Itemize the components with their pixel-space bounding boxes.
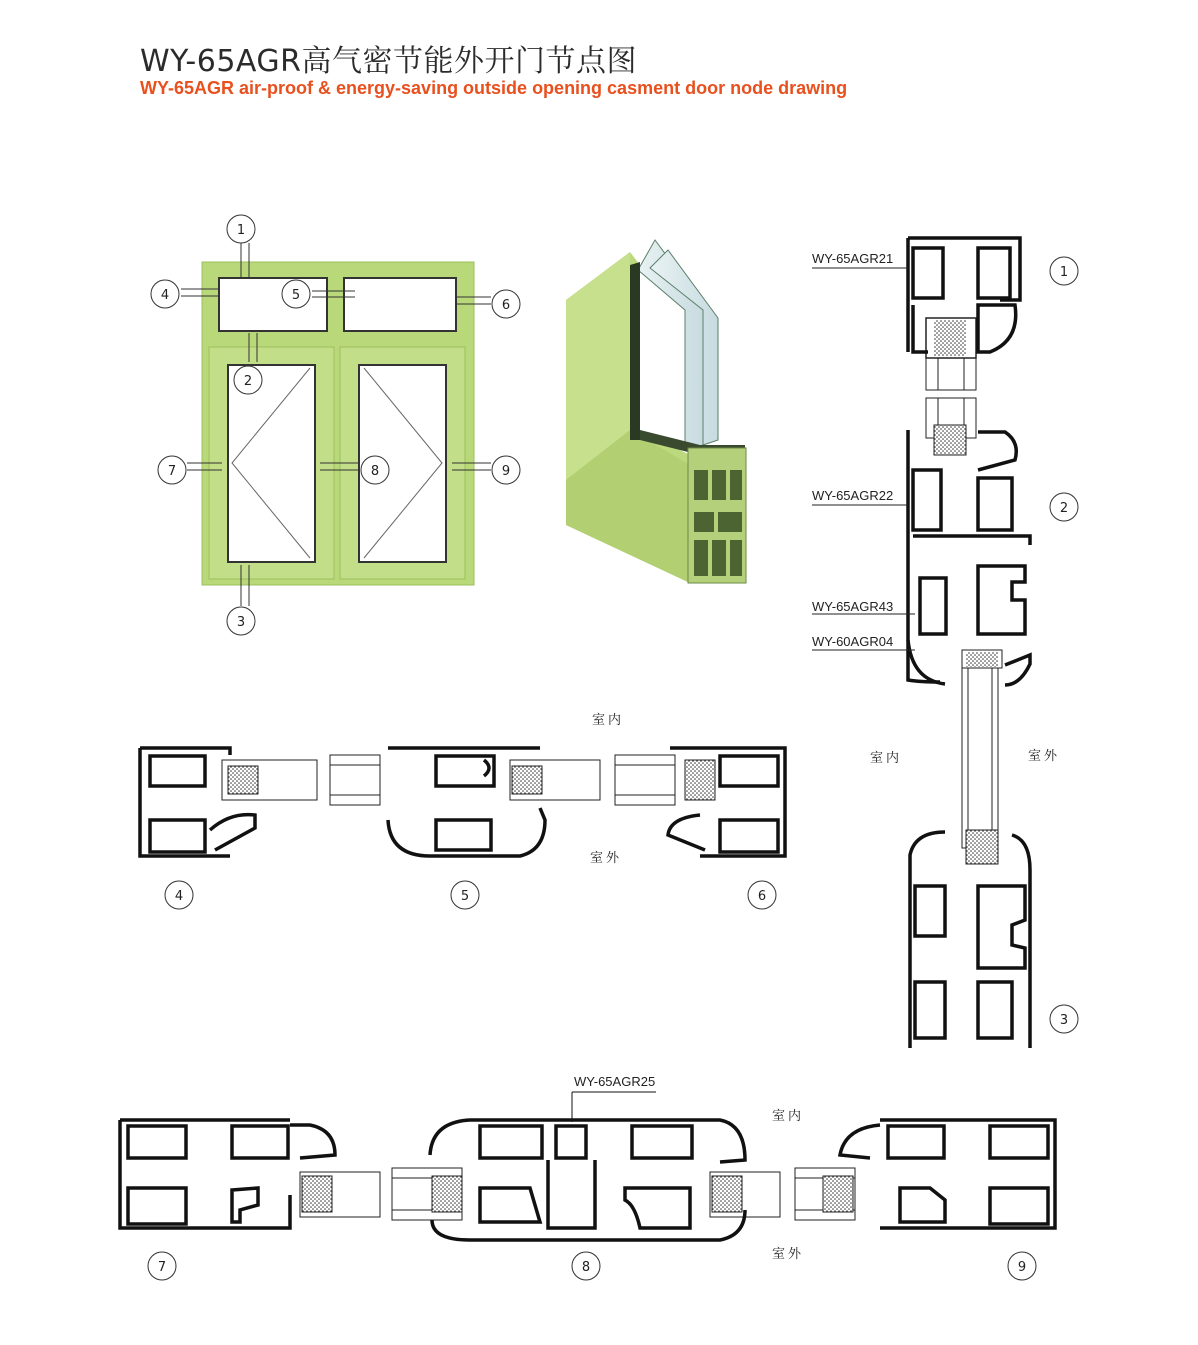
page-subtitle: WY-65AGR air-proof & energy-saving outside opening casment door node drawing bbox=[140, 78, 848, 98]
marker-label: 5 bbox=[291, 288, 301, 303]
profile-label: WY-65AGR25 bbox=[574, 1074, 656, 1089]
sash-glass-left bbox=[228, 365, 315, 562]
marker-label: 1 bbox=[236, 223, 246, 238]
vertical-section bbox=[812, 238, 1078, 1048]
transom-pane-left bbox=[219, 278, 327, 331]
profile-label: WY-65AGR22 bbox=[812, 488, 894, 503]
marker-label: 7 bbox=[167, 464, 177, 479]
marker-label: 6 bbox=[501, 298, 511, 313]
marker-label: 6 bbox=[757, 889, 767, 904]
corner-3d-view bbox=[566, 240, 746, 583]
transom-pane-right bbox=[344, 278, 456, 331]
marker-label: 9 bbox=[501, 464, 511, 479]
marker-label: 3 bbox=[236, 615, 246, 630]
marker-label: 4 bbox=[160, 288, 170, 303]
marker-label: 3 bbox=[1059, 1013, 1069, 1028]
marker-label: 2 bbox=[243, 374, 253, 389]
indoor-label: 室内 bbox=[592, 713, 625, 728]
marker-label: 5 bbox=[460, 889, 470, 904]
marker-label: 1 bbox=[1059, 265, 1069, 280]
marker-label: 8 bbox=[370, 464, 380, 479]
indoor-label: 室内 bbox=[870, 751, 903, 766]
glass-unit-vertical bbox=[926, 318, 1002, 864]
profile-label: WY-65AGR21 bbox=[812, 251, 894, 266]
marker-label: 4 bbox=[174, 889, 184, 904]
marker-label: 2 bbox=[1059, 501, 1069, 516]
marker-label: 9 bbox=[1017, 1260, 1027, 1275]
marker-label: 8 bbox=[581, 1260, 591, 1275]
profile-label: WY-60AGR04 bbox=[812, 634, 894, 649]
page-title: WY-65AGR高气密节能外开门节点图 bbox=[140, 44, 638, 79]
outdoor-label: 室外 bbox=[590, 851, 623, 866]
horizontal-section-top bbox=[140, 712, 785, 909]
outdoor-label: 室外 bbox=[772, 1247, 805, 1262]
profile-label: WY-65AGR43 bbox=[812, 599, 894, 614]
outdoor-label: 室外 bbox=[1028, 749, 1061, 764]
horizontal-section-bottom bbox=[120, 1074, 1055, 1280]
marker-label: 7 bbox=[157, 1260, 167, 1275]
door-elevation bbox=[151, 215, 520, 635]
indoor-label: 室内 bbox=[772, 1109, 805, 1124]
